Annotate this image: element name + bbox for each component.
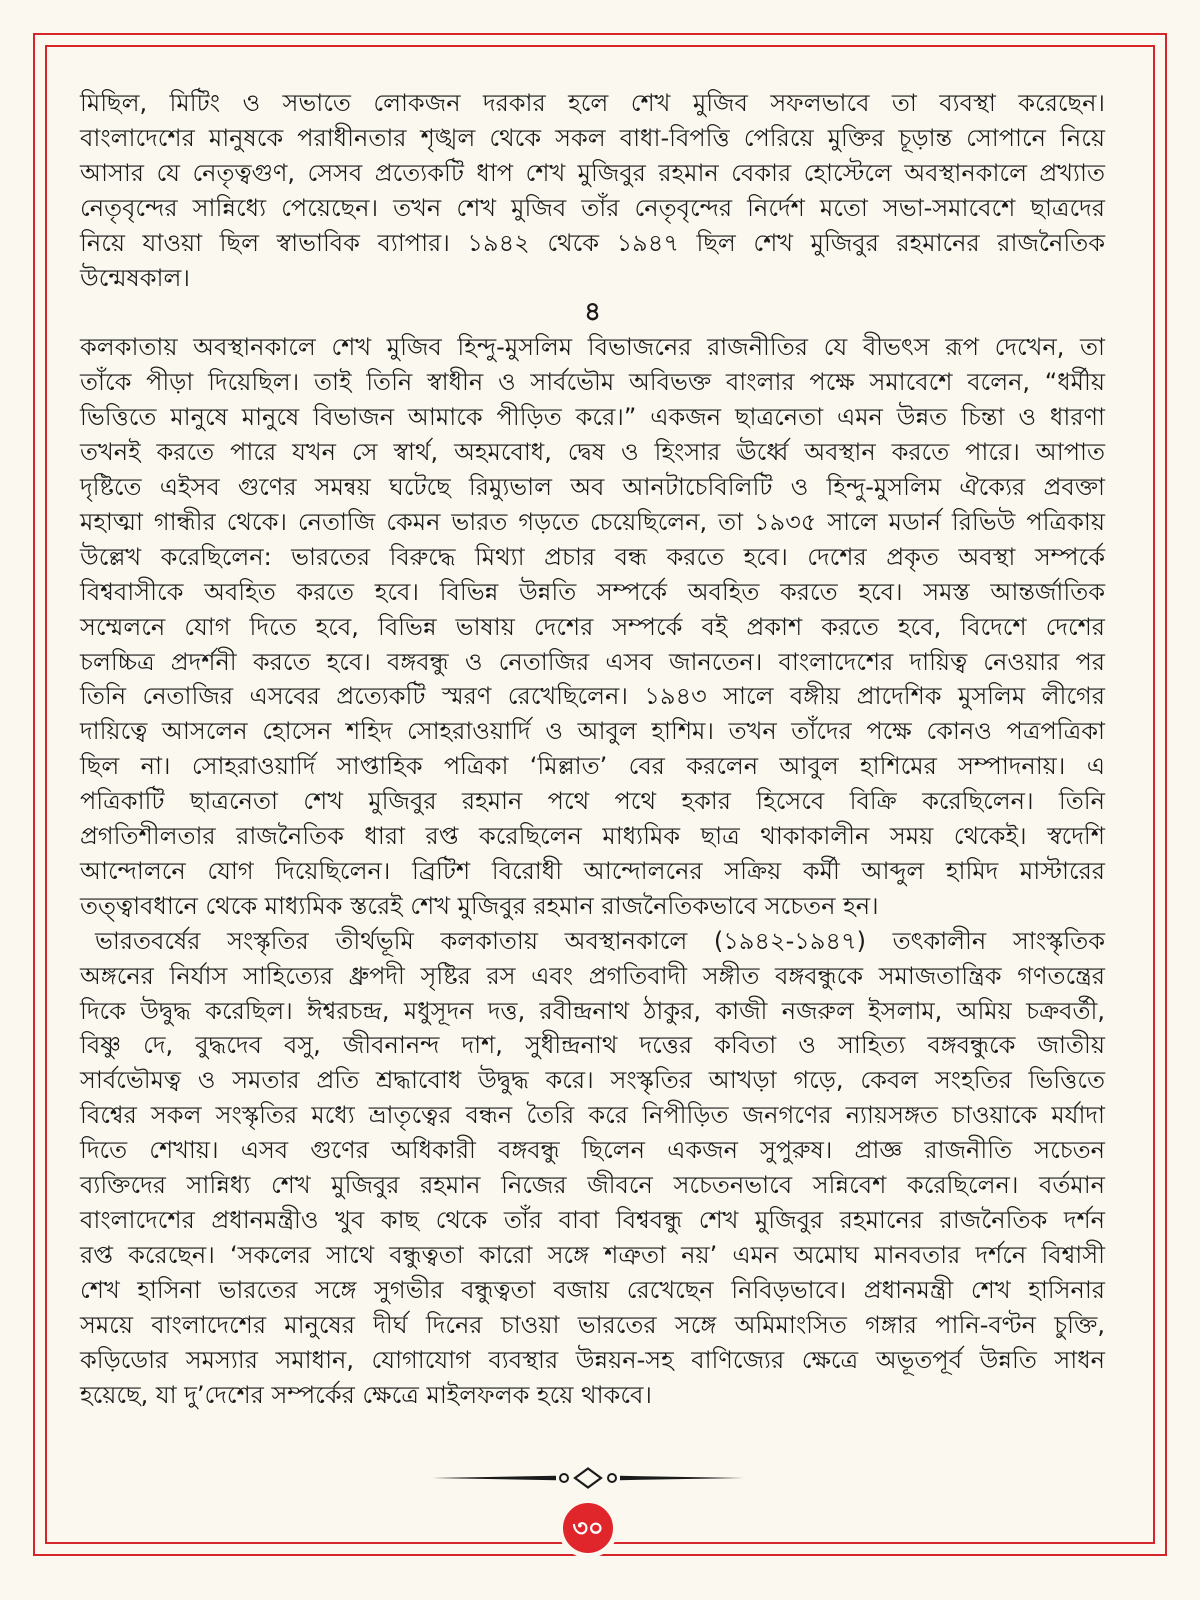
- ornament-divider-icon: [428, 1466, 748, 1490]
- text-line: উল্লেখ করেছিলেন: ভারতের বিরুদ্ধে মিথ্যা প্রচার বন্ধ করতে হবে। দেশের প্রকৃত অবস্থা সম্পর্কে: [80, 542, 1105, 571]
- text-line: প্রগতিশীলতার রাজনৈতিক ধারা রপ্ত করেছিলেন মাধ্যমিক ছাত্র থাকাকালীন সময় থেকেই। স্বদেশি: [80, 822, 1105, 851]
- paragraph-3: [80, 924, 1105, 1413]
- page-number-badge: [558, 1498, 618, 1558]
- text-line: আন্দোলনে যোগ দিয়েছিলেন। ব্রিটিশ বিরোধী আন্দোলনের সক্রিয় কর্মী আব্দুল হামিদ মাস্টারের: [80, 856, 1105, 885]
- text-line: আসার যে নেতৃত্বগুণ, সেসব প্রত্যেকটি ধাপ শেখ মুজিবুর রহমান বেকার হোস্টেলে অবস্থানকালে প্রখ্যাত: [80, 158, 1105, 187]
- text-line: কড়িডোর সমস্যার সমাধান, যোগাযোগ ব্যবস্থার উন্নয়ন-সহ বাণিজ্যের ক্ষেত্রে অভূতপূর্ব উন্নতি সাধন: [80, 1345, 1105, 1374]
- section-number: ৪: [584, 297, 601, 328]
- text-line: তত্ত্বাবধানে থেকে মাধ্যমিক স্তরেই শেখ মুজিবুর রহমান রাজনৈতিকভাবে সচেতন হন।: [80, 891, 879, 920]
- text-line: ভারতবর্ষের সংস্কৃতির তীর্থভূমি কলকাতায় অবস্থানকালে (১৯৪২-১৯৪৭) তৎকালীন সাংস্কৃতিক: [95, 926, 1105, 955]
- text-line: চলচ্চিত্র প্রদর্শনী করতে হবে। বঙ্গবন্ধু ও নেতাজির এসব জানতেন। বাংলাদেশের দায়িত্ব নেওয়ার পর: [80, 647, 1105, 676]
- page-text-body: [80, 86, 1105, 1412]
- text-line: পত্রিকাটি ছাত্রনেতা শেখ মুজিবুর রহমান পথে পথে হকার হিসেবে বিক্রি করেছিলেন। তিনি: [80, 787, 1105, 816]
- text-line: হয়েছে, যা দু’দেশের সম্পর্কের ক্ষেত্রে মাইলফলক হয়ে থাকবে।: [80, 1380, 652, 1409]
- text-line: সম্মেলনে যোগ দিতে হবে, বিভিন্ন ভাষায় দেশের সম্পর্কে বই প্রকাশ করতে হবে, বিদেশে দেশের: [80, 612, 1105, 641]
- divider-right-stroke: [620, 1476, 744, 1480]
- paragraph-1: [80, 86, 1105, 295]
- divider-left-dot: [560, 1474, 568, 1482]
- divider-left-stroke: [432, 1476, 556, 1480]
- text-line: কলকাতায় অবস্থানকালে শেখ মুজিব হিন্দু-মুসলিম বিভাজনের রাজনীতির যে বীভৎস রূপ দেখেন, তা: [80, 333, 1105, 362]
- text-line: তিনি নেতাজির এসবের প্রত্যেকটি স্মরণ রেখেছিলেন। ১৯৪৩ সালে বঙ্গীয় প্রাদেশিক মুসলিম লীগের: [80, 682, 1105, 711]
- text-line: সময়ে বাংলাদেশের মানুষের দীর্ঘ দিনের চাওয়া ভারতের সঙ্গে অমিমাংসিত গঙ্গার পানি-বণ্টন চুক্তি,: [80, 1310, 1105, 1339]
- text-line: বাংলাদেশের মানুষকে পরাধীনতার শৃঙ্খল থেকে সকল বাধা-বিপত্তি পেরিয়ে মুক্তির চূড়ান্ত সোপানে নিয়ে: [80, 123, 1105, 152]
- text-line: নেতৃবৃন্দের সান্নিধ্যে পেয়েছেন। তখন শেখ মুজিব তাঁর নেতৃবৃন্দের নির্দেশ মতো সভা-সমাবেশে ছাত্রদের: [80, 193, 1105, 222]
- text-line: দিকে উদ্বুদ্ধ করেছিল। ঈশ্বরচন্দ্র, মধুসূদন দত্ত, রবীন্দ্রনাথ ঠাকুর, কাজী নজরুল ইসলাম, অমিয় চক্রবর্তী,: [80, 996, 1105, 1025]
- text-line: বিষ্ণু দে, বুদ্ধদেব বসু, জীবনানন্দ দাশ, সুধীন্দ্রনাথ দত্তের কবিতা ও সাহিত্য বঙ্গবন্ধুকে জাতীয়: [80, 1031, 1105, 1060]
- divider-diamond: [575, 1469, 601, 1488]
- text-line: বিশ্বের সকল সংস্কৃতির মধ্যে ভ্রাতৃত্বের বন্ধন তৈরি করে নিপীড়িত জনগণের ন্যায়সঙ্গত চাওয়াকে মর্যাদা: [80, 1101, 1105, 1130]
- text-line: মহাত্মা গান্ধীর থেকে। নেতাজি কেমন ভারত গড়তে চেয়েছিলেন, তা ১৯৩৫ সালে মডার্ন রিভিউ পত্রিকায়: [80, 507, 1105, 536]
- text-line: ছিল না। সোহরাওয়ার্দি সাপ্তাহিক পত্রিকা ‘মিল্লাত’ বের করলেন আবুল হাশিমের সম্পাদনায়। এ: [80, 752, 1105, 781]
- text-line: বিশ্ববাসীকে অবহিত করতে হবে। বিভিন্ন উন্নতি সম্পর্কে অবহিত করতে হবে। সমস্ত আন্তর্জাতিক: [80, 577, 1105, 606]
- text-line: ভিত্তিতে মানুষে মানুষে বিভাজন আমাকে পীড়িত করে।” একজন ছাত্রনেতা এমন উন্নত চিন্তা ও ধারণা: [80, 403, 1105, 432]
- text-line: তাঁকে পীড়া দিয়েছিল। তাই তিনি স্বাধীন ও সার্বভৌম অবিভক্ত বাংলার পক্ষে সমাবেশে বলেন, “ধর্মীয়: [80, 368, 1105, 397]
- text-line: তখনই করতে পারে যখন সে স্বার্থ, অহমবোধ, দ্বেষ ও হিংসার ঊর্ধ্বে অবস্থান করতে পারে। আপাত: [80, 438, 1105, 467]
- text-line: উন্মেষকাল।: [80, 263, 190, 292]
- page-number: ৩০: [572, 1514, 604, 1542]
- text-line: রপ্ত করেছেন। ‘সকলের সাথে বন্ধুত্বতা কারো সঙ্গে শত্রুতা নয়’ এমন অমোঘ মানবতার দর্শনে বিশ্বাসী: [80, 1240, 1105, 1269]
- text-line: দিতে শেখায়। এসব গুণের অধিকারী বঙ্গবন্ধু ছিলেন একজন সুপুরুষ। প্রাজ্ঞ রাজনীতি সচেতন: [80, 1136, 1105, 1165]
- text-line: শেখ হাসিনা ভারতের সঙ্গে সুগভীর বন্ধুত্বতা বজায় রেখেছেন নিবিড়ভাবে। প্রধানমন্ত্রী শেখ হাসিনার: [80, 1275, 1105, 1304]
- text-line: বাংলাদেশের প্রধানমন্ত্রীও খুব কাছ থেকে তাঁর বাবা বিশ্ববন্ধু শেখ মুজিবুর রহমানের রাজনৈতিক দর্শন: [80, 1206, 1105, 1234]
- text-line: মিছিল, মিটিং ও সভাতে লোকজন দরকার হলে শেখ মুজিব সফলভাবে তা ব্যবস্থা করেছেন।: [80, 89, 1105, 117]
- text-line: দায়িত্বে আসলেন হোসেন শহিদ সোহরাওয়ার্দি ও আবুল হাশিম। তখন তাঁদের পক্ষে কোনও পত্রপত্রিকা: [80, 717, 1105, 746]
- text-line: ব্যক্তিদের সান্নিধ্য শেখ মুজিবুর রহমান নিজের জীবনে সচেতনভাবে সন্নিবেশ করেছিলেন। বর্তমান: [80, 1171, 1105, 1200]
- divider-right-dot: [608, 1474, 616, 1482]
- text-line: নিয়ে যাওয়া ছিল স্বাভাবিক ব্যাপার। ১৯৪২ থেকে ১৯৪৭ ছিল শেখ মুজিবুর রহমানের রাজনৈতিক: [80, 228, 1105, 257]
- text-line: দৃষ্টিতে এইসব গুণের সমন্বয় ঘটেছে রিম্যুভাল অব আনটাচেবিলিটি ও হিন্দু-মুসলিম ঐক্যের প্রবক্তা: [80, 472, 1105, 501]
- paragraph-2: [80, 330, 1105, 923]
- text-line: সার্বভৌমত্ব ও সমতার প্রতি শ্রদ্ধাবোধ উদ্বুদ্ধ করে। সংস্কৃতির আখড়া গড়ে, কেবল সংহতির ভিত্তিতে: [80, 1066, 1105, 1095]
- text-line: অঙ্গনের নির্যাস সাহিত্যের ধ্রুপদী সৃষ্টির রস এবং প্রগতিবাদী সঙ্গীত বঙ্গবন্ধুকে সমাজতান্ত্রিক গণতন্ত্রের: [80, 961, 1105, 990]
